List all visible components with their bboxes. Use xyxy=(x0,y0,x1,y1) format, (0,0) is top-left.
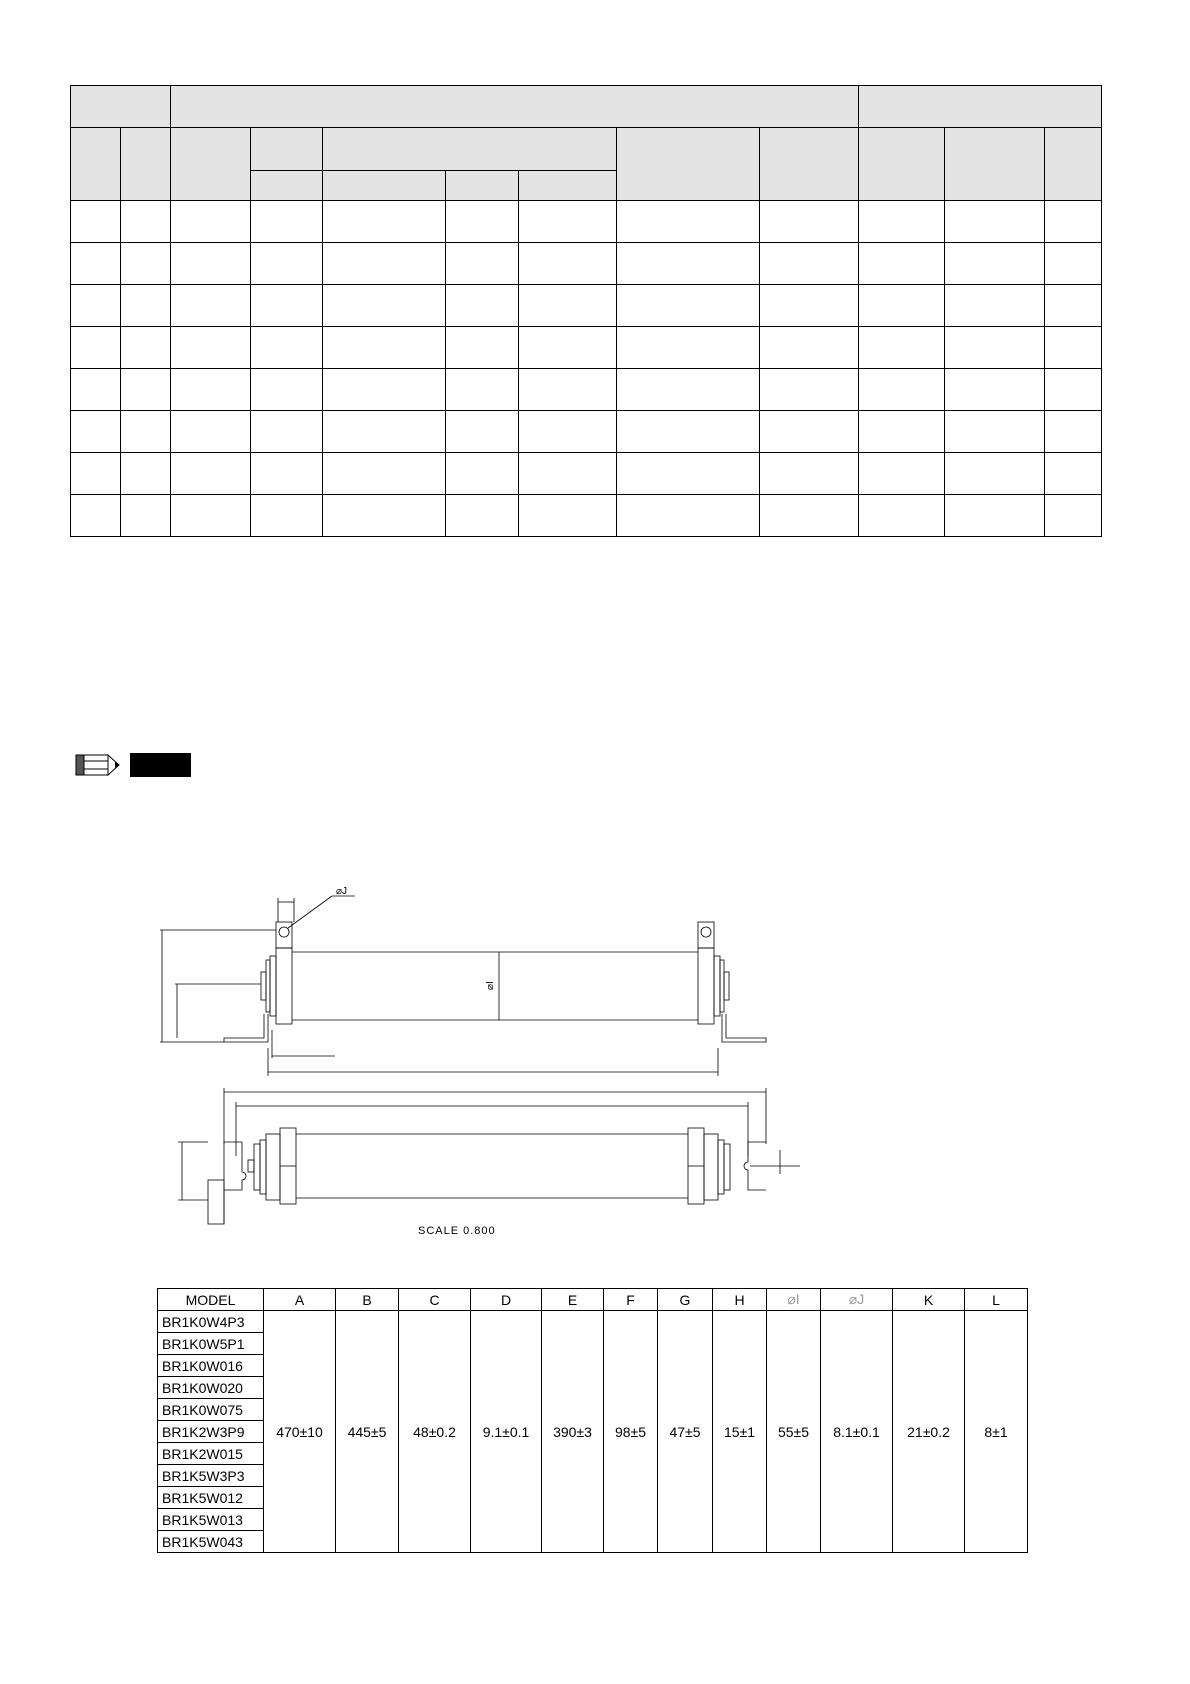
header-phi-i: ⌀I xyxy=(767,1289,821,1311)
header-l: L xyxy=(965,1289,1028,1311)
table-cell xyxy=(71,453,121,495)
table-cell xyxy=(859,495,945,537)
header-cell xyxy=(323,128,617,171)
model-cell: BR1K0W016 xyxy=(158,1355,264,1377)
table-cell xyxy=(71,495,121,537)
table-row xyxy=(71,369,1102,411)
table-cell xyxy=(323,495,446,537)
header-f: F xyxy=(604,1289,658,1311)
resistor-dimension-drawing xyxy=(160,880,800,1260)
table-cell xyxy=(323,453,446,495)
table-subheader-row xyxy=(71,128,1102,171)
dimension-value-h: 15±1 xyxy=(713,1311,767,1553)
dimension-table-header xyxy=(158,1289,1028,1311)
table-cell xyxy=(171,243,251,285)
header-cell xyxy=(760,128,859,201)
dimension-value-b: 445±5 xyxy=(336,1311,399,1553)
table-cell xyxy=(171,369,251,411)
model-cell: BR1K0W5P1 xyxy=(158,1333,264,1355)
table-cell xyxy=(121,453,171,495)
table-row xyxy=(71,201,1102,243)
table-cell xyxy=(859,411,945,453)
table-cell xyxy=(859,285,945,327)
dimension-table xyxy=(157,1288,1028,1553)
phi-j-label: ⌀J xyxy=(336,886,348,897)
table-cell xyxy=(121,369,171,411)
dimension-value-l: 8±1 xyxy=(965,1311,1028,1553)
table-cell xyxy=(519,327,617,369)
dimension-value-e: 390±3 xyxy=(542,1311,604,1553)
table-cell xyxy=(121,411,171,453)
header-cell xyxy=(945,128,1045,201)
table-cell xyxy=(446,453,519,495)
dimension-value-phi-j: 8.1±0.1 xyxy=(821,1311,893,1553)
dimension-table-body xyxy=(158,1311,1028,1553)
table-cell xyxy=(617,411,760,453)
table-cell xyxy=(859,243,945,285)
dimension-value-d: 9.1±0.1 xyxy=(471,1311,542,1553)
table-cell xyxy=(71,327,121,369)
header-cell xyxy=(171,86,859,128)
table-row xyxy=(71,453,1102,495)
scale-label: SCALE 0.800 xyxy=(418,1225,496,1237)
header-model: MODEL xyxy=(158,1289,264,1311)
header-cell xyxy=(171,128,251,201)
table-cell xyxy=(519,369,617,411)
table-cell xyxy=(251,285,323,327)
table-cell xyxy=(945,243,1045,285)
model-cell: BR1K2W3P9 xyxy=(158,1421,264,1443)
table-cell xyxy=(71,201,121,243)
header-cell xyxy=(859,86,1102,128)
table-cell xyxy=(251,453,323,495)
table-cell xyxy=(71,285,121,327)
table-cell xyxy=(1045,327,1102,369)
table-row xyxy=(71,285,1102,327)
dimension-value-phi-i: 55±5 xyxy=(767,1311,821,1553)
blank-spec-table xyxy=(70,85,1102,537)
header-cell xyxy=(251,171,323,201)
table-cell xyxy=(945,369,1045,411)
table-cell xyxy=(1045,411,1102,453)
table-cell xyxy=(859,369,945,411)
table-cell xyxy=(446,495,519,537)
table-cell xyxy=(71,411,121,453)
model-cell: BR1K5W013 xyxy=(158,1509,264,1531)
model-cell: BR1K5W3P3 xyxy=(158,1465,264,1487)
table-cell xyxy=(171,285,251,327)
model-cell: BR1K0W075 xyxy=(158,1399,264,1421)
table-cell xyxy=(251,495,323,537)
table-cell xyxy=(171,201,251,243)
table-cell xyxy=(760,453,859,495)
header-k: K xyxy=(893,1289,965,1311)
table-cell xyxy=(859,453,945,495)
header-cell xyxy=(71,86,171,128)
table-cell xyxy=(446,201,519,243)
table-cell xyxy=(121,243,171,285)
table-cell xyxy=(1045,369,1102,411)
table-cell xyxy=(323,327,446,369)
table-cell xyxy=(171,453,251,495)
table-cell xyxy=(323,201,446,243)
table-row xyxy=(71,243,1102,285)
table-row xyxy=(71,411,1102,453)
header-d: D xyxy=(471,1289,542,1311)
table-cell xyxy=(760,369,859,411)
header-c: C xyxy=(399,1289,471,1311)
table-cell xyxy=(945,453,1045,495)
model-cell: BR1K5W012 xyxy=(158,1487,264,1509)
model-cell: BR1K5W043 xyxy=(158,1531,264,1553)
table-cell xyxy=(519,285,617,327)
header-cell xyxy=(71,128,121,201)
model-cell: BR1K2W015 xyxy=(158,1443,264,1465)
table-cell xyxy=(859,327,945,369)
model-cell: BR1K0W020 xyxy=(158,1377,264,1399)
table-cell xyxy=(121,285,171,327)
table-cell xyxy=(617,453,760,495)
table-cell xyxy=(617,201,760,243)
header-g: G xyxy=(658,1289,713,1311)
table-cell xyxy=(945,495,1045,537)
table-cell xyxy=(323,411,446,453)
table-cell xyxy=(171,327,251,369)
table-cell xyxy=(760,285,859,327)
note-icon xyxy=(75,752,195,778)
table-cell xyxy=(446,411,519,453)
table-cell xyxy=(617,243,760,285)
header-cell xyxy=(121,128,171,201)
table-cell xyxy=(251,327,323,369)
table-cell xyxy=(446,369,519,411)
table-cell xyxy=(1045,453,1102,495)
header-cell xyxy=(1045,128,1102,201)
header-cell xyxy=(251,128,323,171)
table-cell xyxy=(171,495,251,537)
table-cell xyxy=(1045,285,1102,327)
table-cell xyxy=(1045,495,1102,537)
table-cell xyxy=(519,201,617,243)
phi-i-label: ⌀I xyxy=(485,981,496,990)
table-cell xyxy=(1045,243,1102,285)
table-cell xyxy=(323,243,446,285)
table-cell xyxy=(760,243,859,285)
table-cell xyxy=(71,369,121,411)
header-a: A xyxy=(264,1289,336,1311)
table-cell xyxy=(251,369,323,411)
table-cell xyxy=(617,327,760,369)
table-cell xyxy=(945,201,1045,243)
table-cell xyxy=(121,201,171,243)
table-cell xyxy=(446,243,519,285)
table-row xyxy=(158,1311,1028,1333)
header-phi-j: ⌀J xyxy=(821,1289,893,1311)
dimension-value-c: 48±0.2 xyxy=(399,1311,471,1553)
table-cell xyxy=(323,369,446,411)
table-cell xyxy=(446,327,519,369)
table-row xyxy=(71,495,1102,537)
table-cell xyxy=(519,411,617,453)
header-h: H xyxy=(713,1289,767,1311)
table-row xyxy=(71,327,1102,369)
table-cell xyxy=(519,495,617,537)
dimension-value-f: 98±5 xyxy=(604,1311,658,1553)
table-cell xyxy=(251,201,323,243)
table-cell xyxy=(1045,201,1102,243)
header-cell xyxy=(519,171,617,201)
header-cell xyxy=(859,128,945,201)
table-cell xyxy=(945,285,1045,327)
header-cell xyxy=(617,128,760,201)
table-cell xyxy=(760,495,859,537)
dimension-value-k: 21±0.2 xyxy=(893,1311,965,1553)
header-cell xyxy=(446,171,519,201)
table-cell xyxy=(121,327,171,369)
table-cell xyxy=(71,243,121,285)
dimension-value-g: 47±5 xyxy=(658,1311,713,1553)
model-cell: BR1K0W4P3 xyxy=(158,1311,264,1333)
table-cell xyxy=(519,243,617,285)
table-cell xyxy=(617,495,760,537)
table-cell xyxy=(760,411,859,453)
table-cell xyxy=(323,285,446,327)
table-cell xyxy=(171,411,251,453)
blank-table-body xyxy=(71,201,1102,537)
table-cell xyxy=(251,243,323,285)
header-e: E xyxy=(542,1289,604,1311)
table-cell xyxy=(617,285,760,327)
table-cell xyxy=(446,285,519,327)
header-b: B xyxy=(336,1289,399,1311)
table-cell xyxy=(121,495,171,537)
dimension-value-a: 470±10 xyxy=(264,1311,336,1553)
table-header-row xyxy=(71,86,1102,128)
header-cell xyxy=(323,171,446,201)
table-cell xyxy=(519,453,617,495)
table-cell xyxy=(760,327,859,369)
table-cell xyxy=(251,411,323,453)
table-cell xyxy=(760,201,859,243)
table-cell xyxy=(859,201,945,243)
table-cell xyxy=(945,411,1045,453)
table-cell xyxy=(945,327,1045,369)
table-cell xyxy=(617,369,760,411)
